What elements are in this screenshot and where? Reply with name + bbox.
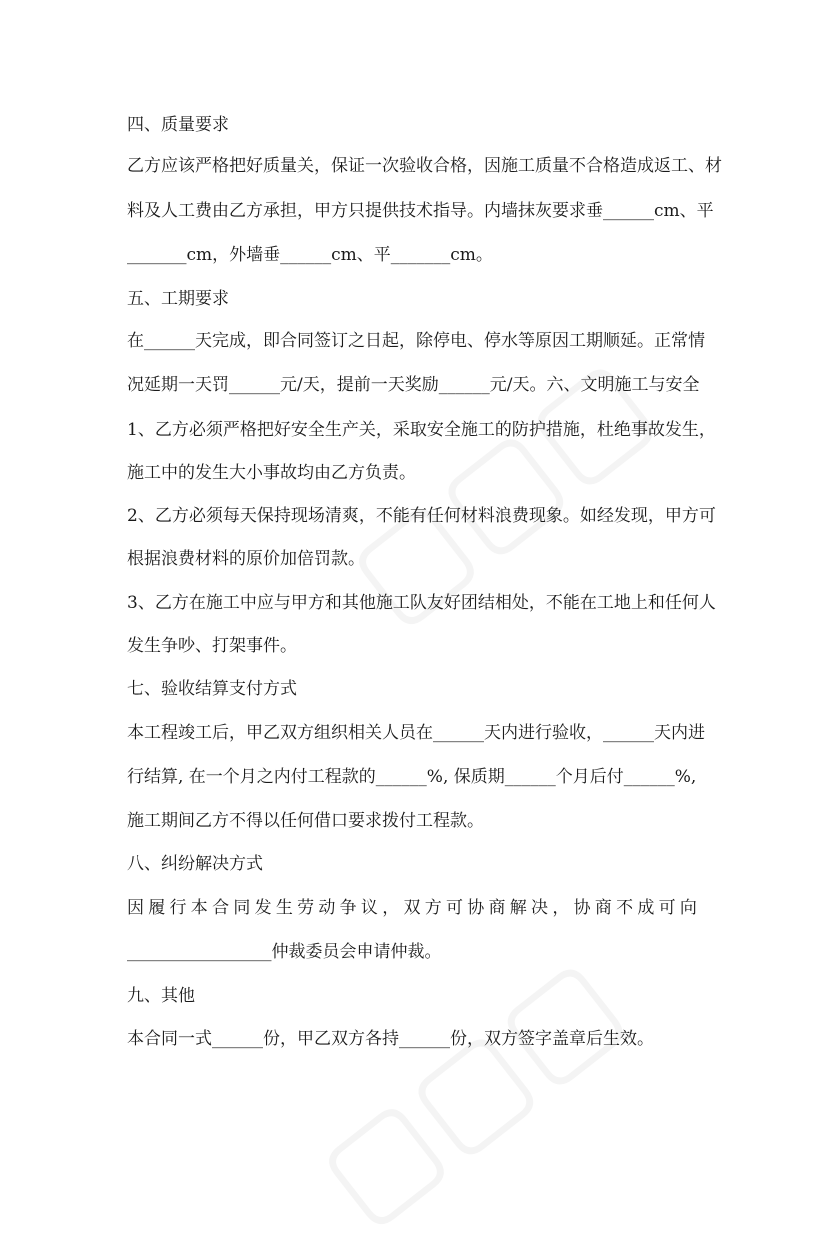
list-item-line: 施工中的发生大小事故均由乙方负责。 <box>127 463 416 483</box>
justified-char: 行 <box>169 898 187 918</box>
justified-char: 议 <box>360 898 378 918</box>
justified-char: 决 <box>531 898 549 918</box>
section-heading-schedule: 五、工期要求 <box>127 289 229 309</box>
justified-char: 合 <box>212 898 230 918</box>
paragraph-line: 况延期一天罚______元/天，提前一天奖励______元/天。六、文明施工与安全 <box>127 375 700 395</box>
justified-char: ， <box>382 898 400 918</box>
justified-char: 协 <box>573 898 591 918</box>
paragraph-line: _______cm，外墙垂______cm、平_______cm。 <box>127 245 493 265</box>
justified-char: 本 <box>190 898 208 918</box>
justified-char: 不 <box>616 898 634 918</box>
list-item-line: 根据浪费材料的原价加倍罚款。 <box>127 549 365 569</box>
justified-char: 商 <box>594 898 612 918</box>
list-item-line: 发生争吵、打架事件。 <box>127 636 297 656</box>
paragraph-line: 本合同一式______份，甲乙双方各持______份，双方签字盖章后生效。 <box>127 1029 654 1049</box>
justified-char: 向 <box>679 898 697 918</box>
section-heading-acceptance: 七、验收结算支付方式 <box>127 679 297 699</box>
justified-char: ， <box>552 898 570 918</box>
list-item-line: 3、乙方在施工中应与甲方和其他施工队友好团结相处，不能在工地上和任何人 <box>127 593 716 613</box>
paragraph-line: 施工期间乙方不得以任何借口要求拨付工程款。 <box>127 811 484 831</box>
justified-char: 生 <box>275 898 293 918</box>
justified-char: 解 <box>509 898 527 918</box>
justified-char: 发 <box>254 898 272 918</box>
justified-char: 可 <box>658 898 676 918</box>
list-item-line: 2、乙方必须每天保持现场清爽，不能有任何材料浪费现象。如经发现，甲方可 <box>127 506 716 526</box>
justified-char: 因 <box>127 898 144 918</box>
justified-char: 可 <box>445 898 463 918</box>
section-heading-quality: 四、质量要求 <box>127 115 229 135</box>
justified-char: 劳 <box>297 898 315 918</box>
paragraph-line: 乙方应该严格把好质量关，保证一次验收合格，因施工质量不合格造成返工、材 <box>127 156 722 176</box>
section-heading-other: 九、其他 <box>127 986 195 1006</box>
section-heading-dispute: 八、纠纷解决方式 <box>127 854 263 874</box>
justified-char: 争 <box>339 898 357 918</box>
paragraph-line: 在______天完成，即合同签订之日起，除停电、停水等原因工期顺延。正常情 <box>127 331 705 351</box>
justified-char: 同 <box>233 898 251 918</box>
paragraph-line: 本工程竣工后，甲乙双方组织相关人员在______天内进行验收，______天内进 <box>127 723 705 743</box>
justified-char: 双 <box>403 898 421 918</box>
justified-char: 方 <box>424 898 442 918</box>
justified-char: 商 <box>488 898 506 918</box>
justified-char: 成 <box>637 898 655 918</box>
paragraph-line: 料及人工费由乙方承担，甲方只提供技术指导。内墙抹灰要求垂______cm、平 <box>127 201 714 221</box>
watermark-logo <box>293 930 647 1249</box>
list-item-line: 1、乙方必须严格把好安全生产关，采取安全施工的防护措施，杜绝事故发生， <box>127 420 716 440</box>
justified-char: 履 <box>148 898 166 918</box>
paragraph-line-justified <box>127 897 697 919</box>
justified-char: 协 <box>467 898 485 918</box>
justified-char: 动 <box>318 898 336 918</box>
paragraph-line: 行结算, 在一个月之内付工程款的______%, 保质期______个月后付______%, <box>127 767 697 787</box>
paragraph-line: _________________仲裁委员会申请仲裁。 <box>127 942 442 962</box>
